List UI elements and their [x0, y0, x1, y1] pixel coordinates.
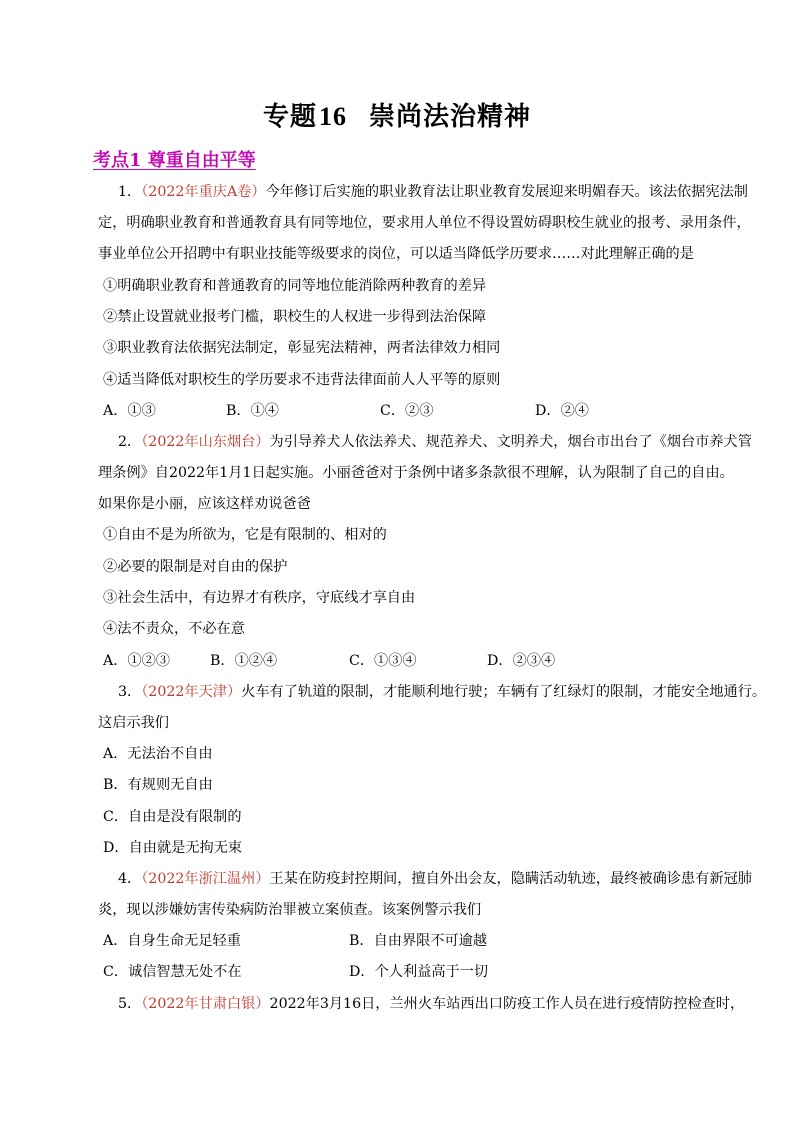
title-text: 崇尚法治精神	[369, 102, 532, 132]
q2-text-1: 为引导养犬人依法养犬、规范养犬、文明养犬，烟台市出台了《烟台市养犬管	[269, 434, 752, 450]
q2-statement-4: ④法不责众，不必在意	[103, 621, 245, 637]
page-title	[0, 96, 794, 133]
q4-option-a[interactable]: A．自身生命无足轻重	[103, 933, 241, 949]
q2-statement-1: ①自由不是为所欲为，它是有限制的、相对的	[103, 527, 387, 543]
q1-statement-1: ①明确职业教育和普通教育的同等地位能消除两种教育的差异	[103, 278, 487, 294]
q3-option-b[interactable]: B．有规则无自由	[103, 777, 213, 793]
q3-option-d[interactable]: D．自由就是无拘无束	[103, 840, 243, 856]
q5-number: 5．	[118, 996, 142, 1012]
q4-source: （2022年浙江温州）	[141, 871, 270, 887]
q2-option-d[interactable]: D．②③④	[487, 653, 556, 669]
q2-option-b[interactable]: B．①②④	[210, 653, 278, 669]
title-number: 16	[319, 102, 347, 131]
q1-line1	[118, 181, 748, 201]
q4-line1	[118, 868, 752, 888]
title-prefix: 专题	[262, 102, 317, 132]
q3-option-c[interactable]: C．自由是没有限制的	[103, 809, 242, 825]
q1-source: （2022年重庆A卷）	[141, 184, 266, 200]
q1-option-a[interactable]: A．①③	[103, 403, 156, 419]
q1-statement-2: ②禁止设置就业报考门槛，职校生的人权进一步得到法治保障	[103, 309, 487, 325]
q2-source: （2022年山东烟台）	[141, 434, 270, 450]
q4-number: 4．	[118, 871, 142, 887]
q1-option-b[interactable]: B．①④	[226, 403, 279, 419]
q1-option-d[interactable]: D．②④	[535, 403, 589, 419]
q1-text-1: 今年修订后实施的职业教育法让职业教育发展迎来明媚春天。该法依据宪法制	[265, 184, 748, 200]
q3-number: 3．	[118, 684, 142, 700]
q4-option-b[interactable]: B．自由界限不可逾越	[349, 933, 488, 949]
q2-statement-2: ②必要的限制是对自由的保护	[103, 559, 288, 575]
q4-option-d[interactable]: D．个人利益高于一切	[349, 964, 489, 980]
q5-line1	[118, 993, 744, 1013]
q2-number: 2．	[118, 434, 142, 450]
q3-text-1: 火车有了轨道的限制，才能顺利地行驶；车辆有了红绿灯的限制，才能安全地通行。	[241, 684, 767, 700]
q3-line1	[118, 681, 766, 701]
section-heading: 考点1 尊重自由平等	[93, 150, 256, 171]
q1-statement-3: ③职业教育法依据宪法制定，彰显宪法精神，两者法律效力相同	[103, 340, 501, 356]
q3-source: （2022年天津）	[141, 684, 242, 700]
q2-option-c[interactable]: C．①③④	[349, 653, 417, 669]
q5-source: （2022年甘肃白银）	[141, 996, 270, 1012]
q1-statement-4: ④适当降低对职校生的学历要求不违背法律面前人人平等的原则	[103, 372, 501, 388]
q2-statement-3: ③社会生活中，有边界才有秩序，守底线才享自由	[103, 590, 416, 606]
q2-option-a[interactable]: A．①②③	[103, 653, 170, 669]
q1-line3: 事业单位公开招聘中有职业技能等级要求的岗位，可以适当降低学历要求……对此理解正确的是	[98, 246, 694, 262]
q4-text-1: 王某在防疫封控期间，擅自外出会友，隐瞒活动轨迹，最终被确诊患有新冠肺	[269, 871, 752, 887]
q1-number: 1．	[118, 184, 142, 200]
q1-option-c[interactable]: C．②③	[380, 403, 434, 419]
q3-option-a[interactable]: A．无法治不自由	[103, 746, 213, 762]
q2-line2: 理条例》自2022年1月1日起实施。小丽爸爸对于条例中诸多条款很不理解，认为限制了自己的自由。	[98, 465, 734, 481]
q4-option-c[interactable]: C．诚信智慧无处不在	[103, 964, 242, 980]
q3-line2: 这启示我们	[98, 715, 169, 731]
q4-line2: 炎，现以涉嫌妨害传染病防治罪被立案侦查。该案例警示我们	[98, 902, 482, 918]
q2-line1	[118, 431, 752, 451]
q1-line2: 定，明确职业教育和普通教育具有同等地位，要求用人单位不得设置妨碍职校生就业的报考、录用条件，	[98, 215, 751, 231]
q2-line3: 如果你是小丽，应该这样劝说爸爸	[98, 496, 311, 512]
q5-text-1: 2022年3月16日，兰州火车站西出口防疫工作人员在进行疫情防控检查时，	[269, 996, 745, 1012]
